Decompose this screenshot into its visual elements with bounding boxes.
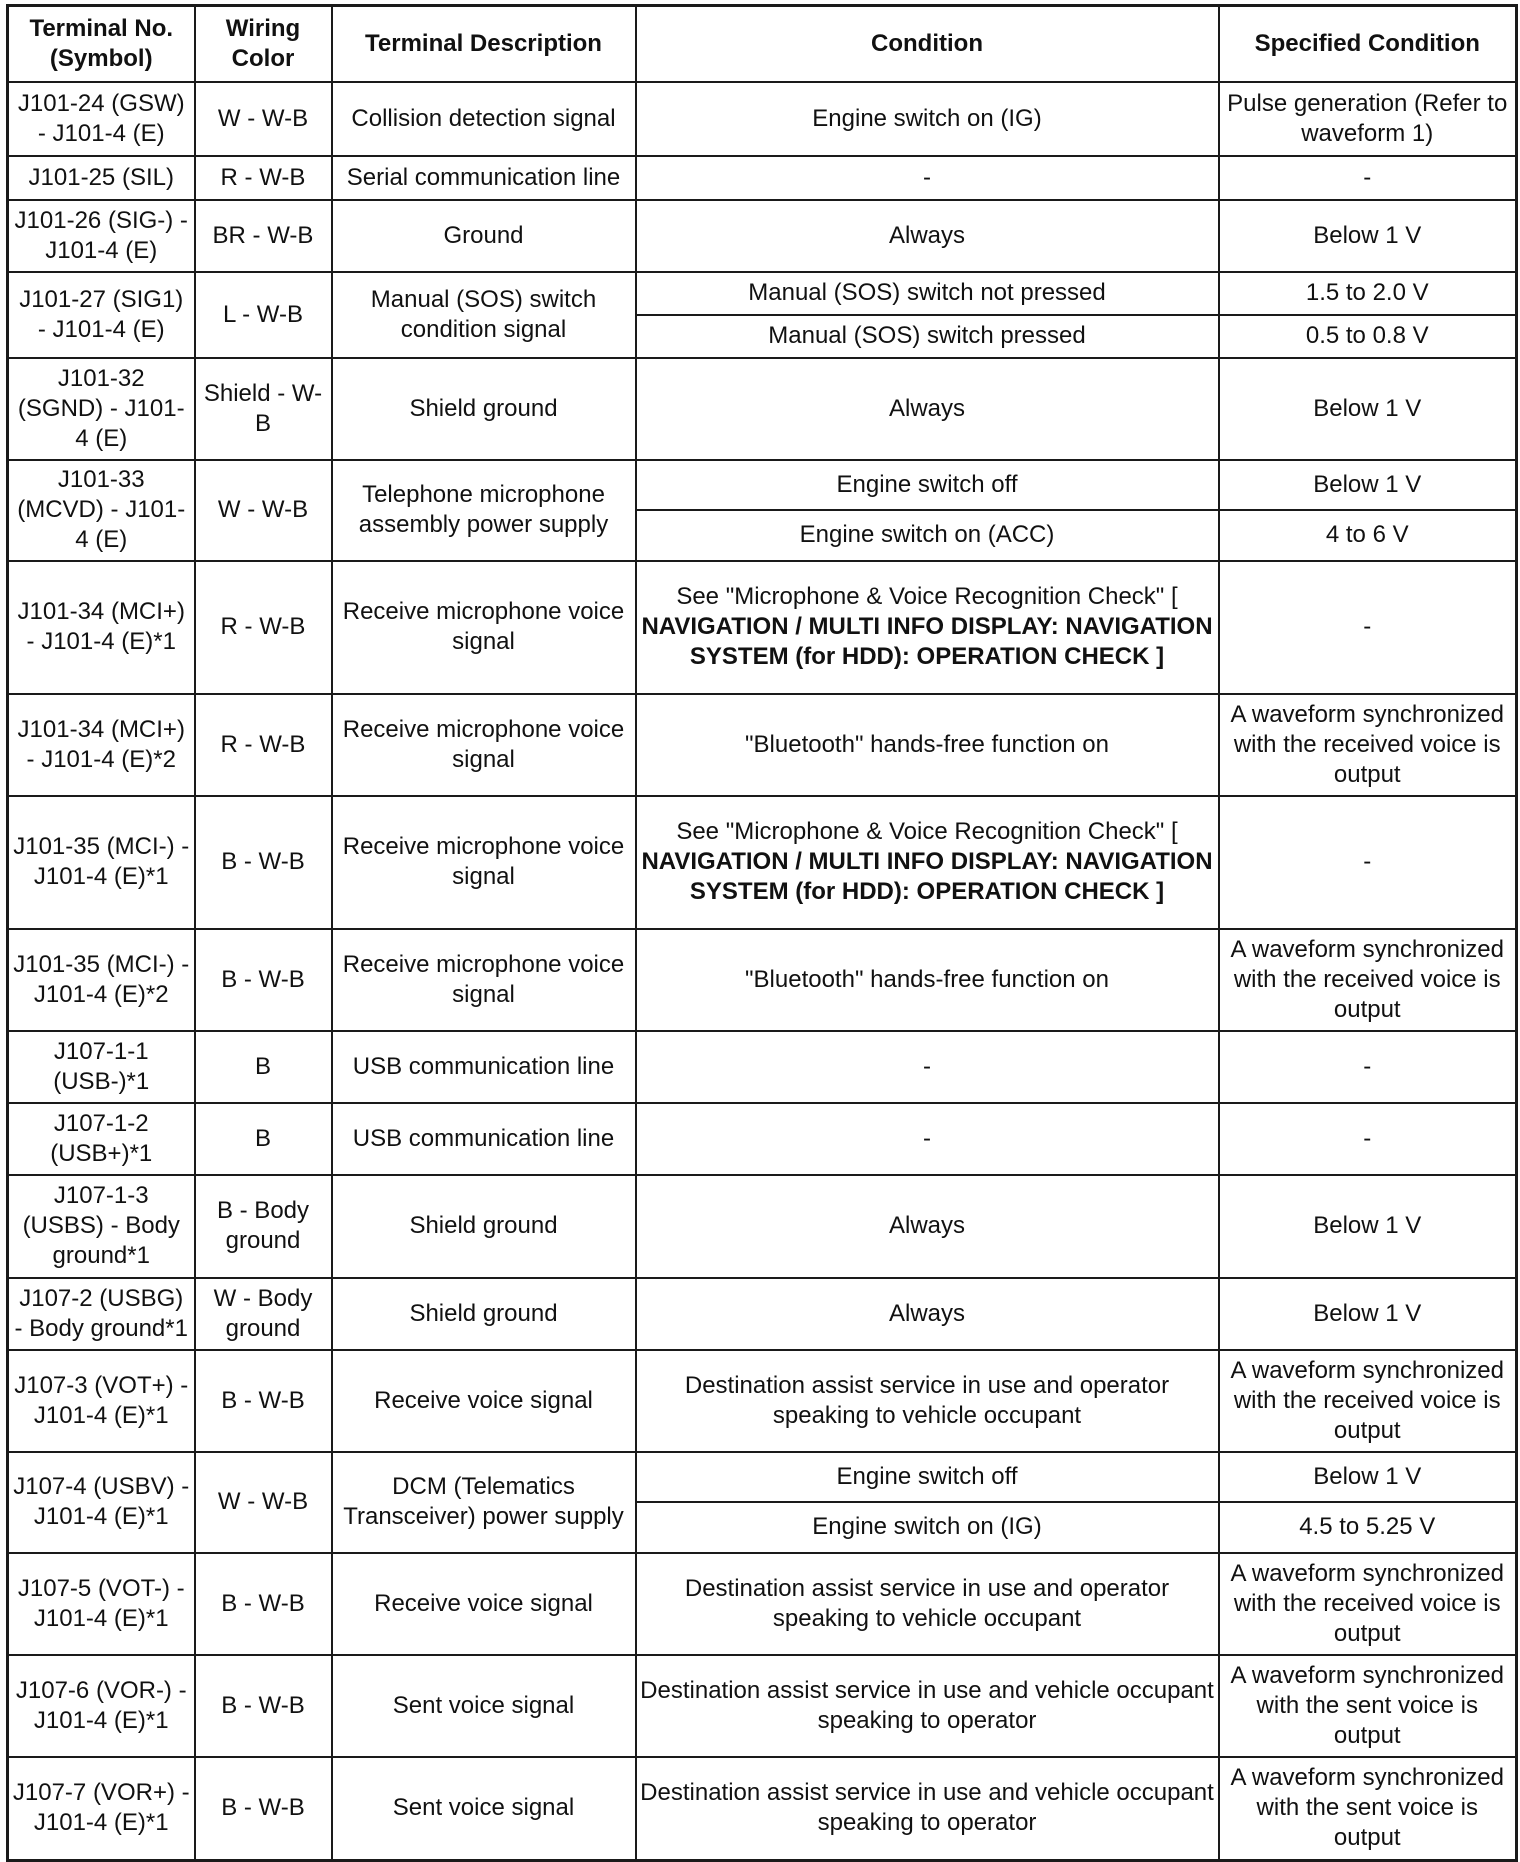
table-row (8, 272, 1517, 315)
condition-cell: "Bluetooth" hands-free function on (636, 694, 1219, 796)
terminal-cell: J107-1-3 (USBS) - Body ground*1 (8, 1175, 195, 1278)
header-condition: Condition (636, 6, 1219, 82)
wiring-cell: R - W-B (195, 561, 332, 694)
specified-cell: A waveform synchronized with the received voice is output (1219, 694, 1517, 796)
table-row (8, 1757, 1517, 1861)
table-row (8, 460, 1517, 510)
wiring-cell: B - W-B (195, 1350, 332, 1452)
specified-cell: Pulse generation (Refer to waveform 1) (1219, 82, 1517, 156)
condition-cell: Engine switch on (IG) (636, 1502, 1219, 1553)
description-cell: Receive microphone voice signal (332, 929, 636, 1031)
header-specified: Specified Condition (1219, 6, 1517, 82)
terminal-cell: J107-2 (USBG) - Body ground*1 (8, 1278, 195, 1350)
terminal-cell: J107-6 (VOR-) - J101-4 (E)*1 (8, 1655, 195, 1757)
condition-cell: Destination assist service in use and vehicle occupant speaking to operator (636, 1757, 1219, 1861)
terminal-cell: J101-33 (MCVD) - J101-4 (E) (8, 460, 195, 561)
wiring-cell: B - W-B (195, 1757, 332, 1861)
description-cell: Serial communication line (332, 156, 636, 200)
table-row (8, 1031, 1517, 1103)
table-row (8, 156, 1517, 200)
wiring-cell: R - W-B (195, 156, 332, 200)
description-cell: Receive microphone voice signal (332, 561, 636, 694)
wiring-cell: W - W-B (195, 1452, 332, 1553)
table-row (8, 1553, 1517, 1655)
wiring-cell: B - W-B (195, 1655, 332, 1757)
specified-cell: Below 1 V (1219, 358, 1517, 460)
description-cell: Receive microphone voice signal (332, 796, 636, 929)
terminal-cell: J101-34 (MCI+) - J101-4 (E)*2 (8, 694, 195, 796)
terminal-cell: J107-4 (USBV) - J101-4 (E)*1 (8, 1452, 195, 1553)
terminal-cell: J101-34 (MCI+) - J101-4 (E)*1 (8, 561, 195, 694)
navigation-reference: NAVIGATION / MULTI INFO DISPLAY: NAVIGATION SYSTEM (for HDD): OPERATION CHECK ] (641, 848, 1213, 905)
description-cell: Receive voice signal (332, 1350, 636, 1452)
specified-cell: A waveform synchronized with the received voice is output (1219, 929, 1517, 1031)
specified-cell: 1.5 to 2.0 V (1219, 272, 1517, 315)
wiring-cell: B - W-B (195, 1553, 332, 1655)
wiring-cell: Shield - W-B (195, 358, 332, 460)
condition-cell: Always (636, 1175, 1219, 1278)
condition-cell: Destination assist service in use and vehicle occupant speaking to operator (636, 1655, 1219, 1757)
condition-cell (636, 796, 1219, 929)
condition-cell: Manual (SOS) switch pressed (636, 315, 1219, 358)
table-row (8, 1278, 1517, 1350)
wiring-cell: R - W-B (195, 694, 332, 796)
terminal-table (6, 4, 1518, 1862)
specified-cell: Below 1 V (1219, 1175, 1517, 1278)
terminal-cell: J101-25 (SIL) (8, 156, 195, 200)
header-row (8, 6, 1517, 82)
specified-cell: A waveform synchronized with the received voice is output (1219, 1553, 1517, 1655)
header-terminal: Terminal No. (Symbol) (8, 6, 195, 82)
condition-text: See "Microphone & Voice Recognition Check" [ (676, 583, 1178, 610)
table-row (8, 1175, 1517, 1278)
specified-cell: A waveform synchronized with the sent voice is output (1219, 1655, 1517, 1757)
wiring-cell: B (195, 1031, 332, 1103)
wiring-cell: W - W-B (195, 460, 332, 561)
header-wiring: Wiring Color (195, 6, 332, 82)
wiring-cell: W - Body ground (195, 1278, 332, 1350)
terminal-cell: J101-35 (MCI-) - J101-4 (E)*2 (8, 929, 195, 1031)
specified-cell: Below 1 V (1219, 200, 1517, 272)
wiring-cell: B - W-B (195, 796, 332, 929)
condition-cell: Engine switch off (636, 1452, 1219, 1502)
terminal-cell: J101-27 (SIG1) - J101-4 (E) (8, 272, 195, 358)
specified-cell: - (1219, 156, 1517, 200)
specified-cell: Below 1 V (1219, 460, 1517, 510)
table-row (8, 561, 1517, 694)
description-cell: Collision detection signal (332, 82, 636, 156)
description-cell: Sent voice signal (332, 1757, 636, 1861)
description-cell: USB communication line (332, 1031, 636, 1103)
condition-cell: "Bluetooth" hands-free function on (636, 929, 1219, 1031)
wiring-cell: BR - W-B (195, 200, 332, 272)
wiring-cell: B - W-B (195, 929, 332, 1031)
table-row (8, 200, 1517, 272)
description-cell: Shield ground (332, 1278, 636, 1350)
terminal-cell: J107-5 (VOT-) - J101-4 (E)*1 (8, 1553, 195, 1655)
specified-cell: A waveform synchronized with the received voice is output (1219, 1350, 1517, 1452)
description-cell: Shield ground (332, 1175, 636, 1278)
description-cell: Shield ground (332, 358, 636, 460)
description-cell: Sent voice signal (332, 1655, 636, 1757)
specified-cell: - (1219, 1031, 1517, 1103)
specified-cell: - (1219, 1103, 1517, 1175)
specified-cell: 0.5 to 0.8 V (1219, 315, 1517, 358)
condition-text: See "Microphone & Voice Recognition Check" [ (676, 818, 1178, 845)
table-row (8, 1452, 1517, 1502)
condition-cell: Engine switch on (ACC) (636, 510, 1219, 561)
condition-cell: - (636, 1031, 1219, 1103)
table-row (8, 1103, 1517, 1175)
description-cell: USB communication line (332, 1103, 636, 1175)
wiring-cell: W - W-B (195, 82, 332, 156)
table-row (8, 796, 1517, 929)
condition-cell: Destination assist service in use and operator speaking to vehicle occupant (636, 1553, 1219, 1655)
condition-cell: Manual (SOS) switch not pressed (636, 272, 1219, 315)
specified-cell: Below 1 V (1219, 1452, 1517, 1502)
terminal-cell: J107-1-2 (USB+)*1 (8, 1103, 195, 1175)
description-cell: DCM (Telematics Transceiver) power supply (332, 1452, 636, 1553)
condition-cell: Destination assist service in use and operator speaking to vehicle occupant (636, 1350, 1219, 1452)
condition-cell: - (636, 156, 1219, 200)
condition-cell: Always (636, 1278, 1219, 1350)
condition-cell: - (636, 1103, 1219, 1175)
terminal-cell: J101-24 (GSW) - J101-4 (E) (8, 82, 195, 156)
specified-cell: - (1219, 561, 1517, 694)
table-row (8, 358, 1517, 460)
description-cell: Telephone microphone assembly power supply (332, 460, 636, 561)
wiring-cell: L - W-B (195, 272, 332, 358)
description-cell: Manual (SOS) switch condition signal (332, 272, 636, 358)
specified-cell: 4 to 6 V (1219, 510, 1517, 561)
condition-cell (636, 561, 1219, 694)
terminal-cell: J107-1-1 (USB-)*1 (8, 1031, 195, 1103)
table-row (8, 929, 1517, 1031)
description-cell: Receive microphone voice signal (332, 694, 636, 796)
table-row (8, 1350, 1517, 1452)
condition-cell: Engine switch off (636, 460, 1219, 510)
table-row (8, 694, 1517, 796)
condition-cell: Engine switch on (IG) (636, 82, 1219, 156)
terminal-cell: J101-35 (MCI-) - J101-4 (E)*1 (8, 796, 195, 929)
table-row (8, 1655, 1517, 1757)
description-cell: Receive voice signal (332, 1553, 636, 1655)
terminal-cell: J107-7 (VOR+) - J101-4 (E)*1 (8, 1757, 195, 1861)
specified-cell: Below 1 V (1219, 1278, 1517, 1350)
terminal-cell: J101-32 (SGND) - J101-4 (E) (8, 358, 195, 460)
wiring-cell: B (195, 1103, 332, 1175)
table-row (8, 82, 1517, 156)
terminal-cell: J101-26 (SIG-) - J101-4 (E) (8, 200, 195, 272)
terminal-cell: J107-3 (VOT+) - J101-4 (E)*1 (8, 1350, 195, 1452)
condition-cell: Always (636, 200, 1219, 272)
specified-cell: A waveform synchronized with the sent voice is output (1219, 1757, 1517, 1861)
navigation-reference: NAVIGATION / MULTI INFO DISPLAY: NAVIGATION SYSTEM (for HDD): OPERATION CHECK ] (641, 613, 1213, 670)
wiring-cell: B - Body ground (195, 1175, 332, 1278)
specified-cell: - (1219, 796, 1517, 929)
header-description: Terminal Description (332, 6, 636, 82)
specified-cell: 4.5 to 5.25 V (1219, 1502, 1517, 1553)
condition-cell: Always (636, 358, 1219, 460)
description-cell: Ground (332, 200, 636, 272)
